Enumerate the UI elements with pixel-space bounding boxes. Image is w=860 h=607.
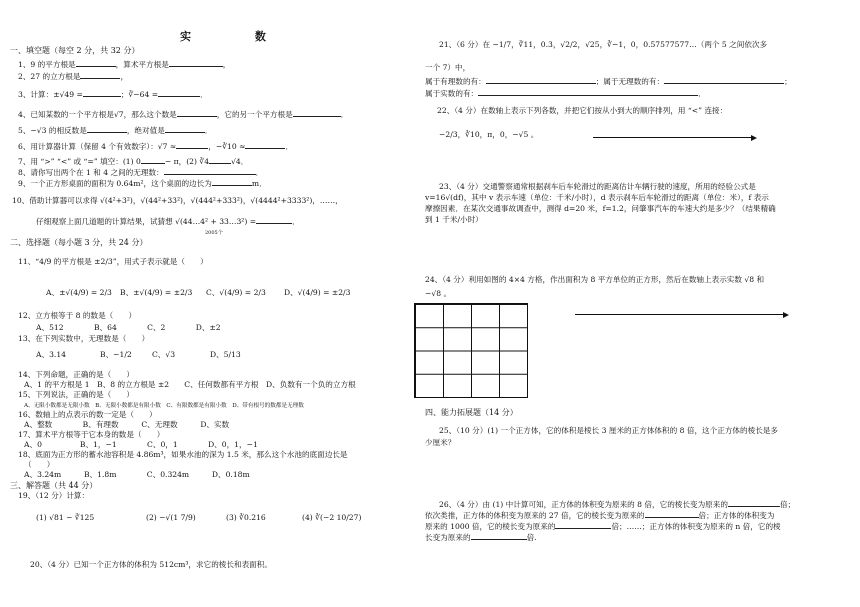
question-16: 16、数轴上的点表示的数一定是（ ） [18, 410, 157, 419]
number-line-arrow [593, 137, 753, 138]
q15-options: A、无限小数都是无限小数 B、无限小数都是有限小数 C、有限数都是有限小数 D、带有根号的数都是无理数 [24, 403, 304, 409]
question-12: 12、立方根等于 8 的数是（ ） [18, 311, 137, 320]
question-23-end: 到 1 千米/小时） [425, 215, 483, 224]
question-21-real: 属于实数的有： ． [425, 89, 706, 98]
question-15: 15、下列说法，正确的是（ ） [18, 390, 134, 399]
q18-options: A、3.24m B、1.8m C、0.324m D、0.18m [24, 470, 250, 479]
question-24-cont: −√8 。 [425, 289, 452, 298]
question-24: 24、（4 分）利用如图的 4×4 方格，作出面积为 8 平方单位的正方形，然后在数轴上表示实数 √8 和 [425, 275, 765, 284]
question-10-guess: 仔细观察上面几道题的计算结果，试猜想 √(44…4² + 33…3²) = ． [36, 217, 300, 226]
question-23: 23、（4 分）交通警察通常根据刹车后车轮滑过的距离估计车辆行驶的速度，所用的经验公式是 [439, 182, 756, 191]
question-11: 11、“4/9 的平方根是 ±2/3”，用式子表示就是（ ） [18, 257, 208, 266]
digit-count-note: 2005个 [205, 230, 223, 236]
q17-options: A、0 B、1，−1 C、0，1 D、0，1，−1 [24, 440, 258, 449]
question-10: 10、借助计算器可以求得 √(4²+3²)，√(44²+33²)，√(444²+333²)，√(4444²+3333²)，……， [12, 196, 343, 205]
question-25-cont: 少厘米？ [425, 438, 456, 447]
question-25: 25、（10 分）(1) 一个正方体，它的体积是棱长 3 厘米的正方体体积的 8 倍，这个正方体的棱长是多 [439, 426, 778, 435]
question-7: 7、用 “>” “<” 或 “=” 填空：(1) 0 − π，(2) ∛4 √4． [18, 157, 249, 166]
question-23-formula: v=16√(df)，其中 v 表示车速（单位：千米/小时），d 表示刹车后车轮滑过的距离（单位：米），f 表示 [425, 193, 769, 202]
q11-option-c: C、√(4/9) = 2/3 [206, 288, 266, 297]
question-26-line-3: 原来的 1000 倍，它的棱长变为原来的 倍；……；正方体的体积变为原来的 n 倍，它的棱 [425, 522, 781, 531]
q14-options: A、1 的平方根是 1 B、8 的立方根是 ±2 C、任何数都有平方根 D、负数有一个负的立方根 [24, 380, 356, 389]
q11-option-b: B、±√(4/9) = ±2/3 [120, 288, 193, 297]
q13-option-d: D、5/13 [210, 350, 241, 359]
question-26-line-4: 长变为原来的 倍. [425, 533, 537, 542]
four-by-four-grid [414, 303, 528, 398]
question-13: 13、在下列实数中，无理数是（ ） [18, 334, 150, 343]
q19-part-1: (1) √81 − ∛125 [36, 513, 95, 522]
q16-options: A、整数 B、有理数 C、无理数 D、实数 [24, 420, 230, 429]
question-1: 1、9 的平方根是 ，算术平方根是 ， [18, 60, 231, 69]
question-19: 19、（12 分）计算： [18, 491, 90, 500]
section-4-heading: 四、能力拓展题（14 分） [425, 408, 518, 417]
question-4: 4、已知某数的一个平方根是√7，那么这个数是 ，它的另一个平方根是 ． [18, 110, 349, 119]
question-3: 3、计算：±√49 = ；∛−64 = ． [18, 90, 208, 99]
q19-part-4: (4) ∛(−2 10/27) [302, 513, 362, 522]
question-9: 9、一个正方形桌面的面积为 0.64m²，这个桌面的边长为 m． [18, 179, 267, 188]
question-22: 22、（4 分）在数轴上表示下列各数，并把它们按从小到大的顺序排列，用 “<” 连接： [437, 106, 728, 115]
question-17: 17、算术平方根等于它本身的数是（ ） [18, 430, 165, 439]
question-20: 20、（4 分）已知一个正方体的体积为 512cm³，求它的棱长和表面积。 [30, 560, 272, 569]
q11-option-a: A、±√(4/9) = 2/3 [46, 288, 112, 297]
question-22-numbers: −2/3，∛10，π，0，−√5 。 [439, 130, 539, 139]
question-18: 18、底面为正方形的蓄水池容积是 4.86m³，如果水池的深为 1.5 米，那么这个水池的底面边长是 [18, 450, 348, 459]
question-26: 26、（4 分）由 (1) 中计算可知，正方体的体积变为原来的 8 倍，它的棱长变为原来的 倍； [439, 500, 796, 509]
section-3-heading: 三、解答题（共 44 分） [10, 481, 98, 490]
page-title: 实 数 [180, 30, 296, 43]
q13-option-c: C、√3 [152, 350, 176, 359]
question-14: 14、下列命题，正确的是（ ） [18, 370, 134, 379]
question-6: 6、用计算器计算（保留 4 个有效数字）：√7 ≈ ，−∛10 ≈ ． [18, 142, 294, 151]
section-2-heading: 二、选择题（每小题 3 分，共 24 分） [10, 238, 148, 247]
question-21-rational: 属于有理数的有： ；属于无理数的有： ； [425, 77, 792, 86]
question-8: 8、请你写出两个在 1 和 4 之间的无理数： ． [18, 168, 264, 177]
q12-options: A、512 B、64 C、2 D、±2 [36, 323, 221, 332]
number-line-arrow-2 [575, 314, 785, 315]
question-2: 2、27 的立方根是 ， [18, 72, 129, 81]
question-21-cont: 一个 7）中， [425, 63, 471, 72]
q11-option-d: D、√(4/9) = ±2/3 [284, 288, 351, 297]
q13-option-b: B、−1/2 [100, 350, 132, 359]
q13-option-a: A、3.14 [36, 350, 66, 359]
question-23-detail: 摩擦因素．在某次交通事故调查中，测得 d=20 米，f=1.2，问肇事汽车的车速大约是多少？（结果精确 [425, 204, 776, 213]
question-5: 5、−√3 的相反数是 ，绝对值是 ． [18, 126, 213, 135]
question-26-line-2: 依次类推，正方体的体积变为原来的 27 倍，它的棱长变为原来的 倍；正方体的体积变为 [425, 511, 775, 520]
q19-part-3: (3) ∛0.216 [226, 513, 266, 522]
question-18-bracket: （ ） [24, 460, 55, 469]
question-21: 21、（6 分）在 −1/7，∛11，0.3，√2/2，√25，∛−1，0，0.57577577…（两个 5 之间依次多 [439, 40, 768, 49]
section-1-heading: 一、填空题（每空 2 分，共 32 分） [10, 46, 140, 55]
q19-part-2: (2) −√(1 7/9) [146, 513, 196, 522]
